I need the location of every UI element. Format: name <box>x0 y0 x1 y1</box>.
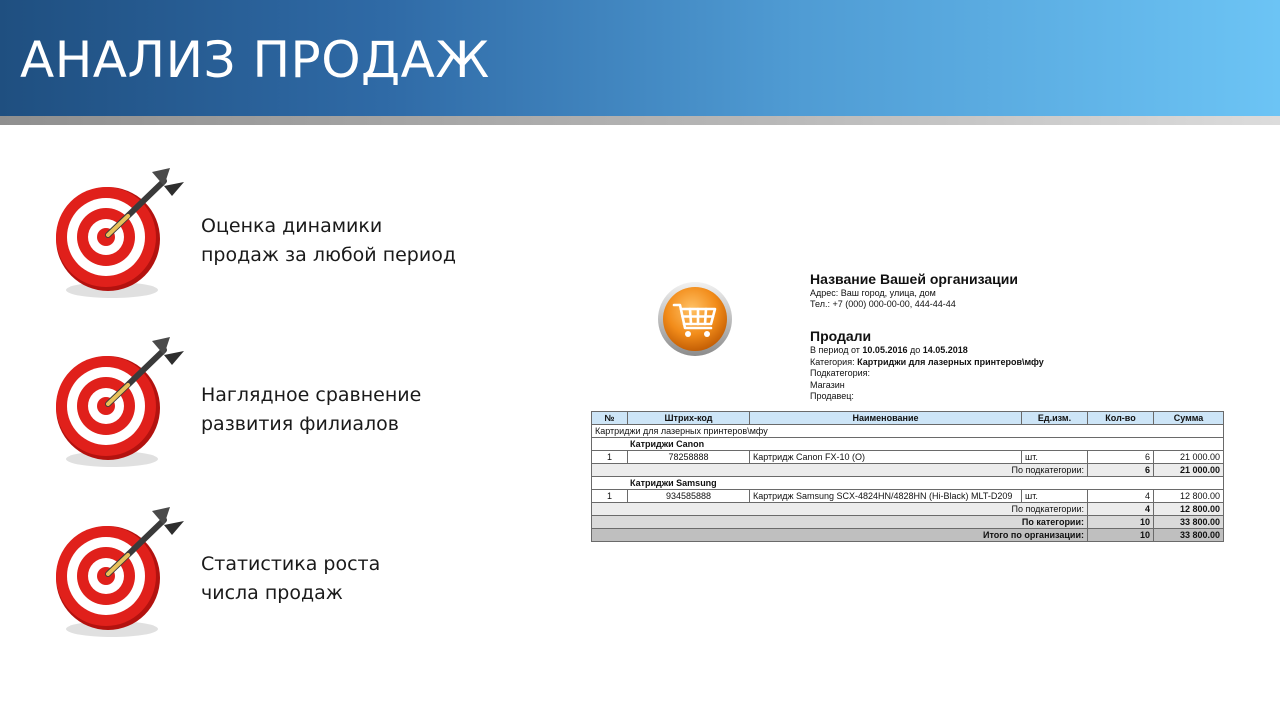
col-header-name: Наименование <box>750 412 1022 425</box>
report-table <box>591 411 1224 542</box>
subtotal-label: По подкатегории: <box>592 503 1088 516</box>
category-value: Картриджи для лазерных принтеров\мфу <box>857 356 1044 367</box>
group-name: Катриджи Canon <box>592 438 1224 451</box>
period-from: 10.05.2016 <box>862 345 908 355</box>
col-header-qty: Кол-во <box>1088 412 1154 425</box>
category-total-label: По категории: <box>592 516 1088 529</box>
organization-total-row <box>592 529 1224 542</box>
cell-sum: 12 800.00 <box>1154 490 1224 503</box>
group-name: Катриджи Samsung <box>592 477 1224 490</box>
table-header-row <box>592 412 1224 425</box>
bullet-3-line-1: Статистика роста <box>201 553 381 575</box>
report-filters <box>810 327 1044 403</box>
period-prefix: В период от <box>810 345 860 355</box>
category-total-qty: 10 <box>1088 516 1154 529</box>
subtotal-sum: 21 000.00 <box>1154 464 1224 477</box>
category-total-sum: 33 800.00 <box>1154 516 1224 529</box>
target-dart-icon <box>52 507 187 642</box>
store-label: Магазин <box>810 379 845 390</box>
cell-qty: 4 <box>1088 490 1154 503</box>
organization-total-label: Итого по организации: <box>592 529 1088 542</box>
table-row <box>592 451 1224 464</box>
cell-sum: 21 000.00 <box>1154 451 1224 464</box>
period-mid: до <box>909 345 921 355</box>
bullet-1-line-1: Оценка динамики <box>201 215 383 237</box>
organization-address: Адрес: Ваш город, улица, дом <box>810 288 936 298</box>
subtotal-sum: 12 800.00 <box>1154 503 1224 516</box>
target-dart-icon <box>52 168 187 303</box>
group-row <box>592 438 1224 451</box>
bullet-1-line-2: продаж за любой период <box>201 244 456 266</box>
target-dart-icon <box>52 337 187 472</box>
subtotal-qty: 4 <box>1088 503 1154 516</box>
subtotal-qty: 6 <box>1088 464 1154 477</box>
cell-qty: 6 <box>1088 451 1154 464</box>
subtotal-row <box>592 464 1224 477</box>
sales-report <box>591 265 1223 547</box>
cell-unit: шт. <box>1022 490 1088 503</box>
bullet-2-line-2: развития филиалов <box>201 413 399 435</box>
cell-unit: шт. <box>1022 451 1088 464</box>
period-to: 14.05.2018 <box>922 345 968 355</box>
shopping-cart-icon <box>645 269 745 369</box>
subtotal-row <box>592 503 1224 516</box>
group-row <box>592 477 1224 490</box>
cell-barcode: 78258888 <box>628 451 750 464</box>
organization-total-qty: 10 <box>1088 529 1154 542</box>
cell-name: Картридж Canon FX-10 (O) <box>750 451 1022 464</box>
col-header-unit: Ед.изм. <box>1022 412 1088 425</box>
category-row <box>592 425 1224 438</box>
organization-total-sum: 33 800.00 <box>1154 529 1224 542</box>
organization-phone: Тел.: +7 (000) 000-00-00, 444-44-44 <box>810 299 956 309</box>
bullet-text-3 <box>201 550 380 608</box>
col-header-sum: Сумма <box>1154 412 1224 425</box>
cell-name: Картридж Samsung SCX-4824HN/4828HN (Hi-Black) MLT-D209 <box>750 490 1022 503</box>
col-header-num: № <box>592 412 628 425</box>
organization-name: Название Вашей организации <box>810 271 1018 287</box>
category-filter <box>810 357 1044 369</box>
category-label: Категория: <box>810 356 855 367</box>
cell-num: 1 <box>592 451 628 464</box>
bullet-text-1 <box>201 212 456 270</box>
seller-label: Продавец: <box>810 391 854 401</box>
category-total-row <box>592 516 1224 529</box>
period-row <box>810 345 1044 357</box>
bullet-text-2 <box>201 381 421 439</box>
slide-title: АНАЛИЗ ПРОДАЖ <box>20 31 490 89</box>
header-divider <box>0 116 1280 125</box>
cell-barcode: 934585888 <box>628 490 750 503</box>
bullet-3-line-2: числа продаж <box>201 582 343 604</box>
category-row-label: Картриджи для лазерных принтеров\мфу <box>592 425 1224 438</box>
subcategory-label: Подкатегория: <box>810 368 870 378</box>
col-header-barcode: Штрих-код <box>628 412 750 425</box>
report-title: Продали <box>810 328 872 344</box>
cell-num: 1 <box>592 490 628 503</box>
bullet-2-line-1: Наглядное сравнение <box>201 384 422 406</box>
subtotal-label: По подкатегории: <box>592 464 1088 477</box>
table-row <box>592 490 1224 503</box>
organization-info <box>810 271 1018 310</box>
